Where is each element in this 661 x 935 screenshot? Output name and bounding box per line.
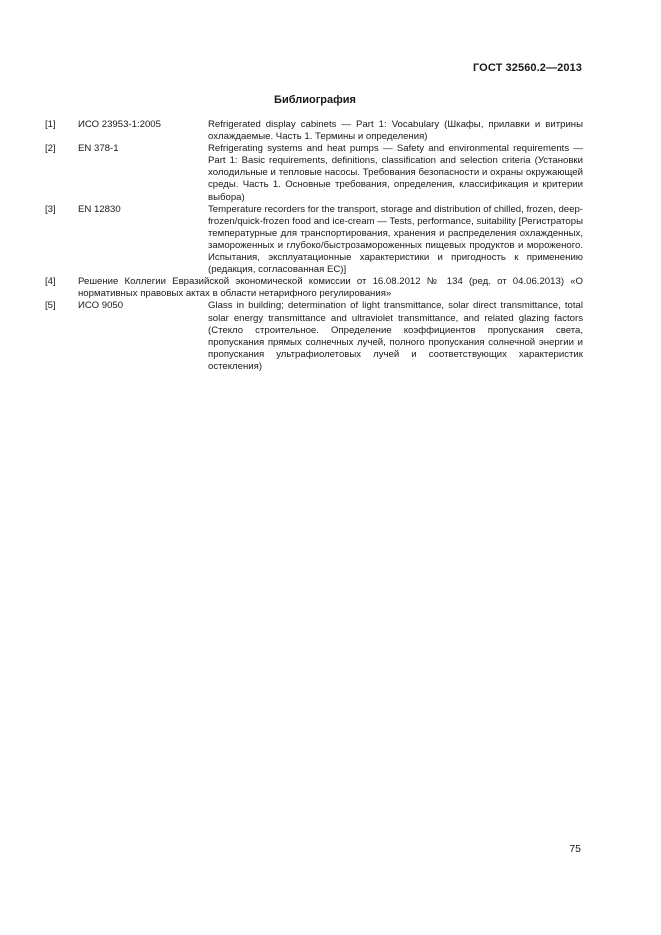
bibliography-entry (45, 143, 583, 203)
bibliography-entry (45, 204, 583, 277)
entry-number: [1] (45, 119, 56, 130)
entry-title: Refrigerating systems and heat pumps — Safety and environmental requirements — Part 1: Basic requirements, definitions, classification and selection criteria (Установки холодильные и тепловые насосы. Требования безопасности и охраны окружающей среды. Часть 1. Основные требования, определения, классификация и критерии выбора) (208, 143, 583, 203)
entry-reference: ИСО 9050 (78, 300, 124, 312)
bibliography-entry (45, 119, 583, 143)
document-code: ГОСТ 32560.2—2013 (472, 62, 582, 74)
page-number: 75 (569, 843, 581, 855)
bibliography-list (45, 119, 583, 373)
entry-reference: EN 12830 (78, 203, 121, 215)
page-title: Библиография (274, 94, 356, 106)
entry-reference: EN 378-1 (78, 143, 119, 155)
entry-title: Refrigerated display cabinets — Part 1: Vocabulary (Шкафы, прилавки и витрины охлаждаемые. Часть 1. Термины и определения) (208, 119, 583, 143)
bibliography-entry (45, 300, 583, 373)
entry-number: [4] (45, 276, 56, 288)
entry-number: [2] (45, 143, 56, 155)
entry-number: [3] (45, 203, 56, 215)
entry-number: [5] (45, 300, 56, 312)
entry-title: Temperature recorders for the transport, storage and distribution of chilled, frozen, deep-frozen/quick-frozen food and ice-cream — Tests, performance, suitability [Регистраторы температурные для транспортирования, хранения и распределения охлажденных, замороженных и глубоко/быстрозамороженных пищевых продуктов и мороженого. Испытания, эксплуатационные характеристики и пригодность к применению (редакция, согласованная ЕС)] (208, 203, 583, 276)
entry-title: Glass in building; determination of light transmittance, solar direct transmittance, total solar energy transmittance and ultraviolet transmittance, and related glazing factors (Стекло строительное. Определение коэффициентов пропускания света, пропускания прямых солнечных лучей, полного пропускания солнечной энергии и пропускания ультрафиолетовых лучей и соответствующих характеристик остекления) (208, 300, 583, 372)
bibliography-entry (45, 276, 583, 300)
entry-full-text: Решение Коллегии Евразийской экономической комиссии от 16.08.2012 № 134 (ред. от 04.06.2013) «О нормативных правовых актах в области нетарифного регулирования» (78, 276, 583, 300)
entry-reference: ИСО 23953-1:2005 (78, 119, 161, 130)
